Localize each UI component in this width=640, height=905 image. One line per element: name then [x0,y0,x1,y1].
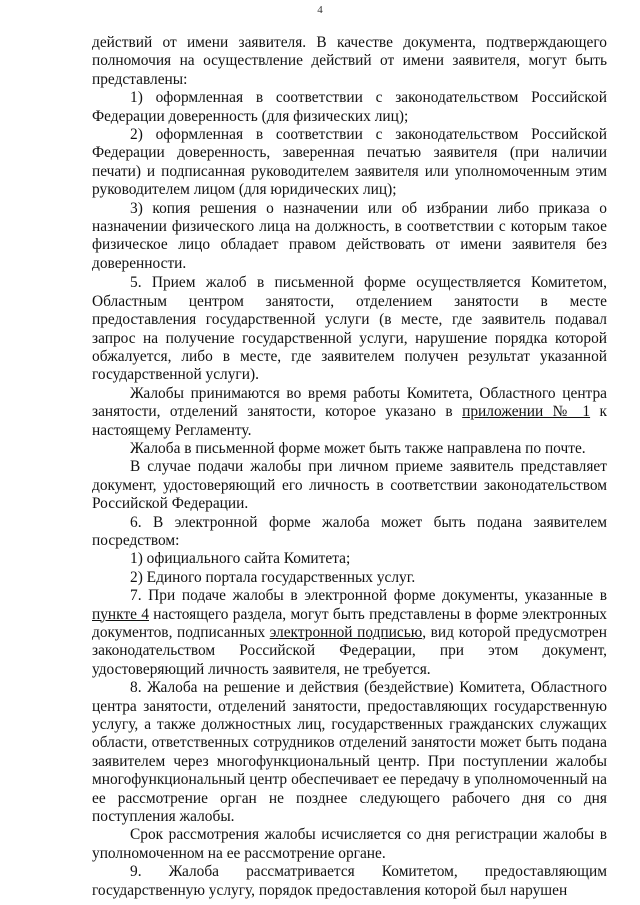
paragraph-hours-text-before: Жалобы принимаются во время работы Комитета, Областного центра занятости, отделений занятости, которое указано в [92,384,607,421]
paragraph-6-item-2: 2) Единого портала государственных услуг. [130,568,416,586]
paragraph-item-3: 3) копия решения о назначении или об избрании либо приказа о назначении физического лица на должность, в соответствии с которым такое физическое лицо обладает правом действовать от имени заявителя без доверенности. [92,199,607,272]
paragraph-item-2: 2) оформленная в соответствии с законодательством Российской Федерации доверенность, заверенная печатью заявителя (при наличии печати) и подписанная руководителем заявителя или уполномоченным этим руководителем лицом (для юридических лиц); [92,126,607,199]
paragraph-6-item-1: 1) официального сайта Комитета; [130,550,351,568]
electronic-signature-link[interactable]: электронной подписью [269,624,423,641]
paragraph-9: 9. Жалоба рассматривается Комитетом, предоставляющим государственную услугу, порядок предоставления которой был нарушен [92,863,607,899]
paragraph-mail: Жалоба в письменной форме может быть также направлена по почте. [130,439,586,457]
paragraph-7 [92,587,607,679]
paragraph-intro: действий от имени заявителя. В качестве документа, подтверждающего полномочия на осуществление действий от имени заявителя, могут быть представлены: [92,34,607,88]
page-number: 4 [317,4,323,16]
paragraph-hours-text-after: к настоящему Регламенту. [92,403,608,439]
point-4-link[interactable]: пункте 4 [92,605,149,623]
paragraph-7-text-before: 7. При подаче жалобы в электронной форме документы, указанные в [130,587,607,605]
paragraph-7-text-after: , вид которой предусмотрен законодательством Российской Федерации, при этом документ, удостоверяющий личность заявителя, не требуется. [92,624,607,678]
paragraph-8: 8. Жалоба на решение и действия (бездействие) Комитета, Областного центра занятости, отделений занятости, предоставляющих государственную услугу, а также должностных лиц, государственных гражданских служащих области, ответственных сотрудников отделений занятости может быть подана заявителем через многофункциональный центр. При поступлении жалобы многофункциональный центр обеспечивает ее передачу в уполномоченный на ее рассмотрение орган не позднее следующего рабочего дня со дня поступления жалобы. [92,679,607,826]
paragraph-item-1: 1) оформленная в соответствии с законодательством Российской Федерации доверенность (для физических лиц); [92,89,607,125]
paragraph-6: 6. В электронной форме жалоба может быть подана заявителем посредством: [92,513,607,549]
paragraph-7-text-middle: настоящего раздела, могут быть представлены в форме электронных документов, подписанных [92,605,608,641]
paragraph-term: Срок рассмотрения жалобы исчисляется со дня регистрации жалобы в уполномоченном на ее рассмотрение органе. [92,826,607,862]
document-body [92,34,607,900]
paragraph-5: 5. Прием жалоб в письменной форме осуществляется Комитетом, Областным центром занятости, отделением занятости в месте предоставления государственной услуги (в месте, где заявитель подавал запрос на получение государственной услуги, нарушение порядка которой обжалуется, либо в месте, где заявителем получен результат указанной государственной услуги). [92,274,607,384]
paragraph-personal: В случае подачи жалобы при личном приеме заявитель представляет документ, удостоверяющий его личность в соответствии законодательством Российской Федерации. [92,458,607,513]
paragraph-hours [92,385,607,440]
appendix-1-link[interactable]: приложении № 1 [462,403,591,421]
